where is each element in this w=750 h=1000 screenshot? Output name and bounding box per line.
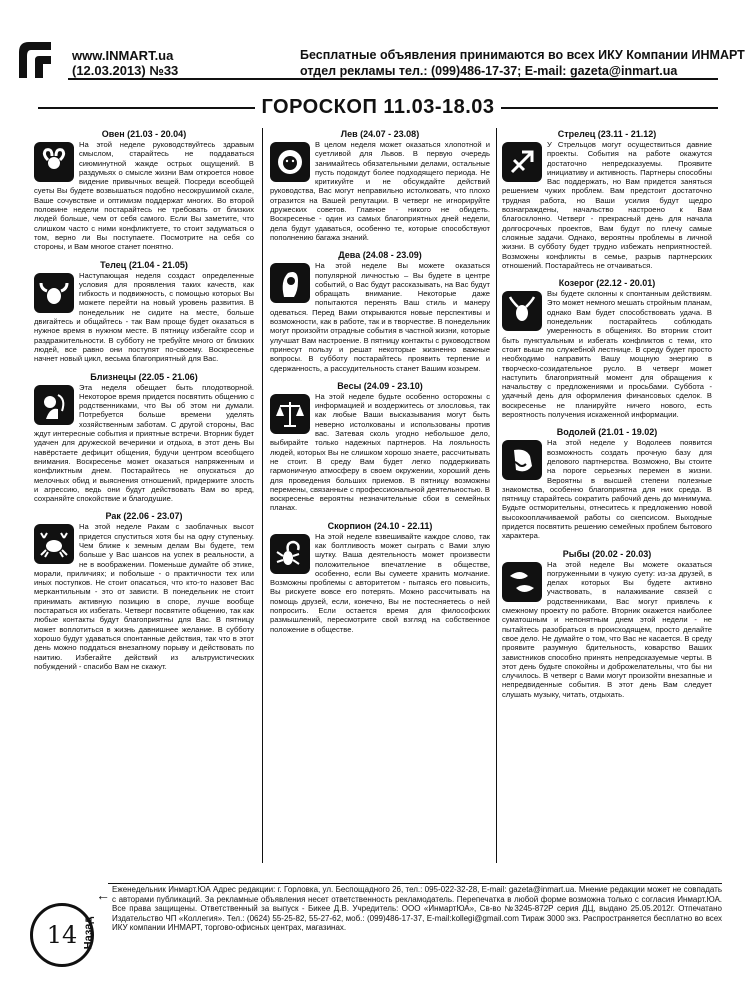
- column-left: [34, 125, 254, 671]
- goat-icon: [502, 291, 542, 331]
- sign-text: На этой неделе Вы можете оказаться популярной личностью – Вы будете в центре событий, о Вас будут рассказывать, на Вас будут обращать внимание. Некоторые даже попытаются перенять Ваш стиль и манеру одеваться. Перед Вами открываются новые перспективы и возможности, как в работе, так и в творчестве. В понедельник могут произойти отрадные события в частной жизни, которые улучшат Вам настроение. В пятницу контакты с руководством принесут пользу и решат некоторые жизненно важные вопросы. В субботу постарайтесь проявить терпение и сдержанность, а рассудительность станет Вашим козырем.: [270, 261, 490, 373]
- sign-heading: Водолей (21.01 - 19.02): [556, 427, 658, 438]
- sign-libra: [270, 381, 490, 513]
- inmart-logo-icon: [15, 38, 55, 82]
- bull-icon: [34, 273, 74, 313]
- sign-text: На этой неделе руководствуйтесь здравым смыслом, старайтесь не поддаваться сиюминутной жажде острых ощущений. В раздумьях о смысле жизни Вам откроется новое видение привычных вещей. Посреди всеобщей суеты Вы будете возвышаться подобно несокрушимой скале, Ваше сочувствие и оптимизм поддержат многих. Во второй половине недели постарайтесь не требовать от близких людей больше, чем от себя самого. Если Вы заметите, что слишком часто с ними конфликтуете, то стоит задуматься о том, верно ли Вы поступаете. Посмотрите на себя со стороны, и Вам многое станет понятно.: [34, 140, 254, 252]
- sign-heading: Рак (22.06 - 23.07): [105, 511, 183, 522]
- issue-date: (12.03.2013) №33: [72, 63, 179, 78]
- footer-divider: [108, 883, 722, 884]
- sign-heading: Скорпион (24.10 - 22.11): [327, 520, 433, 531]
- sign-text: У Стрельцов могут осуществиться давние проекты. События на работе окажутся достаточно непредсказуемы. Проявите инициативу и активность. Партнеры способны Вас поддержать, но Вам придется заняться решением чужих проблем. Вам предстоит достаточно трудная работа, но Ваши усилия будут щедро вознаграждены, начальство настроено к Вам благосклонно. Четверг - прекрасный день для начала долгосрочных проектов, Вам будут по плечу самые сложные задачи. Однако, вероятны проблемы в личной жизни. В субботу будет трудно избежать неприятностей. Возможны конфликты в семье, разрыв партнерских отношений. Постарайтесь не отчаиваться.: [502, 140, 712, 270]
- sign-text: Вы будете склонны к спонтанным действиям. Это может немного мешать стройным планам, однако Вам будет способствовать удача. В понедельник постарайтесь соблюдать умеренность в общениях. Во вторник стоит быть пунктуальным и избегать конфликтов с теми, кто стоит выше по служебной лестнице. В среду будет просто необходимо направить Вашу мощную энергию в творческо-созидательное русло. В четверг может наступить благоприятный момент для обращения к начальству с предложениями и просьбами. Суббота - удачный день для оформления финансовых сделок. В воскресенье не планируйте ничего нового, есть вероятность получения искаженной информации.: [502, 289, 712, 420]
- sign-text: В целом неделя может оказаться хлопотной и суетливой для Львов. В первую очередь занимайтесь обязательными делами, остальные пусть подождут более подходящего периода. Не критикуйте и не обсуждайте действий руководства, Вас могут неправильно истолковать, что плохо отразится на Вашей репутации. В четверг не игнорируйте дружеских советов. Главное - никого не обидеть. Воскресенье - один из самых благоприятных дней недели, дела будут удаваться, особенно те, которые способствуют пополнению багажа знаний.: [270, 140, 490, 242]
- column-divider: [496, 128, 497, 863]
- ram-icon: [34, 142, 74, 182]
- sign-taurus: [34, 260, 254, 364]
- sign-cancer: [34, 511, 254, 671]
- scorpion-icon: [270, 534, 310, 574]
- sign-aquarius: [502, 427, 712, 540]
- title-bar: [38, 96, 718, 120]
- sign-heading: Рыбы (20.02 - 20.03): [562, 548, 652, 559]
- sign-scorpio: [270, 521, 490, 634]
- page-header: [0, 0, 750, 130]
- sign-pisces: [502, 549, 712, 699]
- sign-aries: [34, 129, 254, 252]
- crab-icon: [34, 524, 74, 564]
- sign-text: Наступающая неделя создаст определенные условия для проявления таких качеств, как гибкость и подвижность, с помощью которых Вы можете перейти на новый уровень развития. В понедельник не сидите на месте, больше двигайтесь и общайтесь - так Вам проще будет оказаться в нужное время в нужном месте. В пятницу избегайте ссор и раздражительности. В субботу не требуйте много от близких людей, все равно они поступят по-своему. Воскресенье начнет новый цикл, весьма благоприятный для Вас.: [34, 270, 254, 364]
- sign-heading: Телец (21.04 - 21.05): [100, 259, 188, 270]
- sign-text: На этой неделе у Водолеев появится возможность создать прочную базу для делового партнерства. Возможно, Вы стоите на пороге серьезных перемен в жизни. Вероятны в высшей степени полезные знакомства, особенно благоприятна для них среда. В пятницу старайтесь сократить рабочий день до минимума. Будьте остморительны, отнеситесь к предложению новой высокооплачиваемой работы со скепсисом. Выходные придется посвятить решению семейных проблем бытового характера.: [502, 438, 712, 541]
- sign-text: Эта неделя обещает быть плодотворной. Некоторое время придется посвятить общению с родственниками, что Вы об этом ни думали. Потребуется больше времени уделять хозяйственным заботам. С другой стороны, Вас ждут интересные события и приятные встречи. Вторник будет удачен для дружеской вечеринки и отдыха, в этот день Вы навёрстаете дефицит общения, будучи центром всеобщего внимания. Воскресенье может оказаться напряженным и конфликтным днем. Постарайтесь не опускаться до мелочных обид и выяснения отношений, придержите злость и агрессию, ведь они будут действовать Вам во вред, сохраняйте спокойствие и благодушие.: [34, 382, 254, 504]
- imprint-text: Еженедельник Инмарт.ЮА Адрес редакции: г. Горловка, ул. Беспощадного 26, тел.: 095-022-32-28, E-mail: gazeta@inmart.ua. Мнение редакции может не совпадать с авторами публикаций. За рекламные объявления несет ответственность рекламодатель. Перепечатка в любой форме возможна только с согласия Инмарт.ЮА. Все права защищены. Ответственный за выпуск - Бикее Д.В. Учредитель: ООО «ИнмартЮА», Св-во №3245-872Р серия ДЦ, выдано 25.05.2012г. Отпечатано Издательство ЧП «Коллегия». Тел.: (0624) 55-25-82, 55-27-62, моб.: (099)486-17-37, E-mail:kollegi@gmail.com Тираж 3000 экз. Распространяется бесплатно во всех ИКУ компании ИНМАРТ, торгово-офисных центрах, магазинах.: [112, 885, 722, 933]
- column-right: [502, 125, 712, 699]
- lion-icon: [270, 142, 310, 182]
- sign-capricorn: [502, 278, 712, 419]
- header-contacts: отдел рекламы тел.: (099)486-17-37; E-mail: gazeta@inmart.ua: [300, 64, 678, 78]
- site-url[interactable]: www.INMART.ua: [72, 48, 174, 63]
- scales-icon: [270, 394, 310, 434]
- page-number: 14: [30, 903, 94, 967]
- fish-icon: [502, 562, 542, 602]
- archer-icon: [502, 142, 542, 182]
- sign-heading: Лев (24.07 - 23.08): [340, 129, 420, 139]
- water-bearer-icon: [502, 440, 542, 480]
- sign-heading: Овен (21.03 - 20.04): [101, 129, 187, 139]
- column-divider: [262, 128, 263, 863]
- sign-heading: Стрелец (23.11 - 21.12): [557, 129, 657, 139]
- back-button[interactable]: [82, 905, 108, 965]
- sign-heading: Близнецы (22.05 - 21.06): [90, 371, 198, 382]
- maiden-icon: [270, 263, 310, 303]
- page-footer: [0, 885, 750, 1000]
- page-title: [38, 96, 718, 119]
- page-title-text: ГОРОСКОП 11.03-18.03: [255, 96, 500, 118]
- sign-heading: Весы (24.09 - 23.10): [337, 380, 423, 391]
- sign-text: На этой неделе взвешивайте каждое слово, так как болтливость может сыграть с Вами злую шутку. Ваша деятельность может произвести положительное впечатление в обществе, особенно, если Вы сумеете хранить молчание. Возможны проблемы с авторитетом - пытаясь его повысить, Вы рискуете вовсе его потерять. Можно рассчитывать на помощь друзей, если, конечно, Вы не постесняетесь о ней попросить. Если остается время для философских размышлений, пересмотрите свой взгляд на собственное положение в обществе.: [270, 531, 490, 634]
- sign-heading: Дева (24.08 - 23.09): [338, 250, 422, 261]
- sign-gemini: [34, 372, 254, 504]
- sign-text: На этой неделе Вы можете оказаться погруженными в чужую суету: из-за друзей, в делах которых Вы будете активно участвовать, в налаживание связей с родственниками, Вас могут привлечь к смежному проекту по работе. Вторник окажется наиболее суматошным и непонятным днем этой недели - не пытайтесь разобраться в происходящем, просто делайте свое дело. Не думайте о том, что Вас не касается. В среду проявите разумную бдительность, коварство Ваших завистников способно принять непредсказуемые черты. В этот день будьте спокойны и доброжелательны, что бы ни случилось. В четверг с Вами могут произойти внезапные и непредвиденные события. В этот день Вам следует слушать музыку, читать, отдыхать.: [502, 559, 712, 699]
- sign-leo: [270, 129, 490, 242]
- header-divider: [68, 78, 718, 80]
- back-label[interactable]: Назад: [82, 916, 95, 950]
- twins-icon: [34, 385, 74, 425]
- sign-sagittarius: [502, 129, 712, 270]
- back-arrow-icon[interactable]: ←: [96, 887, 110, 903]
- sign-virgo: [270, 250, 490, 373]
- header-slogan: Бесплатные объявления принимаются во всех ИКУ Компании ИНМАРТ: [300, 48, 745, 62]
- sign-text: На этой неделе будьте особенно осторожны с информацией и воздержитесь от злословья, так как любые Ваши высказывания могут быть неверно истолкованы и использованы против вас. Затевая сколь угодно небольшое дело, выбирайте только надежных партнеров. На лояльность людей, которых Вы не слишком хорошо знаете, рассчитывать не стоит. В среду Вам будет легко поддерживать гармоничную атмосферу в своем окружении, хороший день для проведения больших приемов. В пятницу возможны перемены, связанные с профессиональной деятельностью. В воскресенье вероятны незначительные сбои в семейных планах.: [270, 391, 490, 513]
- sign-text: На этой неделе Ракам с заоблачных высот придется спуститься хотя бы на одну ступеньку. Чем ближе к земным делам Вы будете, тем больше у Вас шансов на успех в реальности, а не в воображении. Поменьше думайте об этике, морали, приличиях; и побольше - о практичности тех или иных поступков. Не стоит опасаться, что кто-то назовет Вас меркантильным - это от зависти. В понедельник не стоит принимать активную позицию в споре, лучше вообще постараться их избегать. Четверг посвятите общению, так как любые контакты будут благоприятны для Вас. В пятницу может воплотиться в жизнь давнишнее желание. В субботу хорошо будут удаваться спонтанные действия, так что в этот день можно поддаться внезапному порыву и действовать по наитию. Избегайте действий из альтруистических побуждений - спасибо Вам не скажут.: [34, 522, 254, 671]
- sign-heading: Козерог (22.12 - 20.01): [558, 278, 656, 289]
- column-middle: [270, 125, 490, 634]
